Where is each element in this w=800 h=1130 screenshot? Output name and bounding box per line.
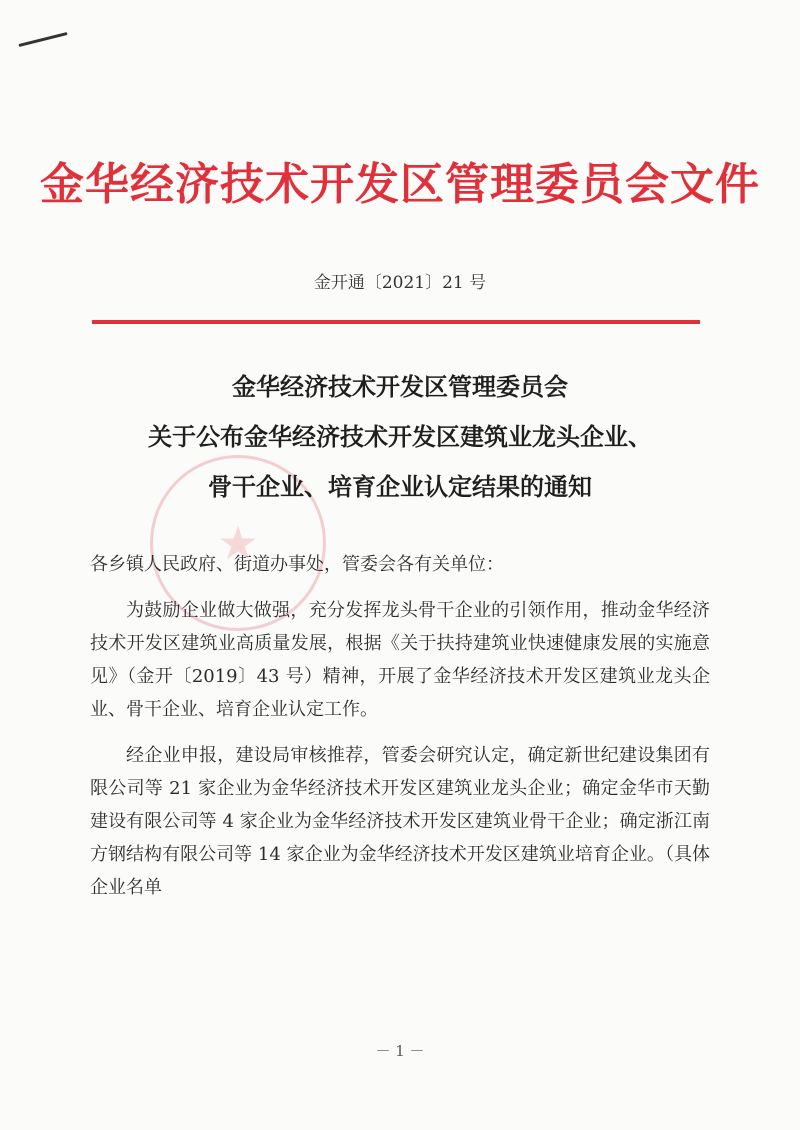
seal-star-icon: ★ <box>217 516 259 570</box>
title-line-3: 骨干企业、培育企业认定结果的通知 <box>208 472 592 501</box>
document-number: 金开通〔2021〕21 号 <box>313 273 487 293</box>
document-title <box>60 362 740 512</box>
title-line-2: 关于公布金华经济技术开发区建筑业龙头企业、 <box>148 422 652 451</box>
issuer-header-title: 金华经济技术开发区管理委员会文件 <box>40 159 760 210</box>
title-line-1: 金华经济技术开发区管理委员会 <box>232 372 568 401</box>
page-number: － 1 － <box>375 1042 425 1060</box>
red-divider-line <box>92 320 700 324</box>
body-paragraph-1: 为鼓励企业做大做强，充分发挥龙头骨干企业的引领作用，推动金华经济技术开发区建筑业高质量发展，根据《关于扶持建筑业快速健康发展的实施意见》（金开〔2019〕43 号）精神，开展了金华经济技术开发区建筑业龙头企业、骨干企业、培育企业认定工作。 <box>90 600 710 720</box>
pen-mark <box>18 32 67 47</box>
salutation: 各乡镇人民政府、街道办事处，管委会各有关单位： <box>90 554 504 575</box>
document-body <box>90 548 710 917</box>
body-paragraph-2: 经企业申报，建设局审核推荐，管委会研究认定，确定新世纪建设集团有限公司等 21 家企业为金华经济技术开发区建筑业龙头企业；确定金华市天勤建设有限公司等 4 家企业为金华经济技术开发区建筑业骨干企业；确定浙江南方钢结构有限公司等 14 家企业为金华经济技术开发区建筑业培育企业。（具体企业名单 <box>90 745 710 898</box>
